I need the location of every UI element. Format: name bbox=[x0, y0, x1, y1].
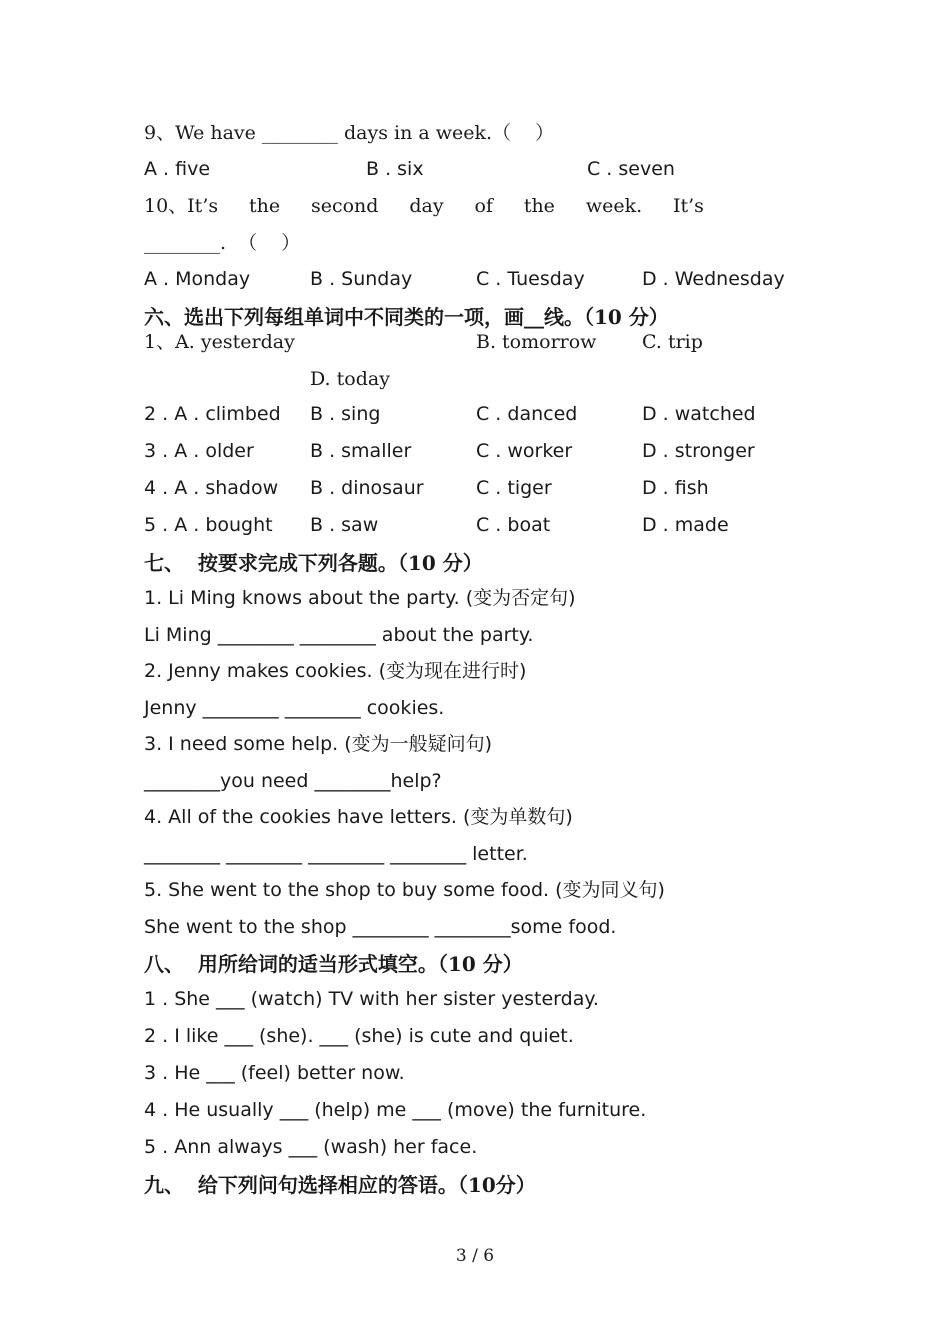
section9-heading: 九、 给下列问句选择相应的答语。（10分） bbox=[144, 1173, 536, 1197]
page-number: 3 / 6 bbox=[455, 1246, 495, 1266]
s8-line: 1 . She ___ (watch) TV with her sister yesterday. bbox=[144, 988, 599, 1010]
q9-stem: 9、We have ________ days in a week.（ ） bbox=[144, 122, 555, 144]
q10-word: 10、It’s bbox=[144, 195, 219, 217]
q10-option-d: D . Wednesday bbox=[642, 268, 785, 290]
s7-line: Jenny ________ ________ cookies. bbox=[144, 697, 445, 719]
s6-row4-c: C . tiger bbox=[476, 477, 552, 499]
s6-row3-a: 3 . A . older bbox=[144, 440, 254, 462]
s8-line: 2 . I like ___ (she). ___ (she) is cute and quiet. bbox=[144, 1025, 574, 1047]
s7-line: 3. I need some help. (变为一般疑问句) bbox=[144, 733, 493, 755]
q10-word: the bbox=[248, 195, 281, 217]
s7-line: ________you need ________help? bbox=[144, 770, 442, 792]
s6-q1-option-a: 1、A. yesterday bbox=[144, 331, 295, 353]
s6-row4-a: 4 . A . shadow bbox=[144, 477, 279, 499]
s6-q1-option-d: D. today bbox=[310, 368, 390, 390]
q10-option-c: C . Tuesday bbox=[476, 268, 585, 290]
q10-word: It’s bbox=[673, 195, 704, 217]
q9-option-a: A . five bbox=[144, 158, 211, 180]
q10-stem-line1 bbox=[144, 197, 704, 216]
q9-option-c: C . seven bbox=[587, 158, 675, 180]
s6-row3-d: D . stronger bbox=[642, 440, 755, 462]
section8-heading: 八、 用所给词的适当形式填空。（10 分） bbox=[144, 952, 523, 976]
s6-row2-c: C . danced bbox=[476, 403, 578, 425]
section7-heading: 七、 按要求完成下列各题。（10 分） bbox=[144, 551, 483, 575]
q9-option-b: B . six bbox=[366, 158, 424, 180]
s7-line: 1. Li Ming knows about the party. (变为否定句) bbox=[144, 587, 576, 609]
q10-word: the bbox=[523, 195, 555, 217]
s6-row2-d: D . watched bbox=[642, 403, 756, 425]
q10-word: of bbox=[474, 195, 493, 217]
s7-line: 2. Jenny makes cookies. (变为现在进行时) bbox=[144, 660, 527, 682]
s6-row5-b: B . saw bbox=[310, 514, 379, 536]
s7-line: Li Ming ________ ________ about the party. bbox=[144, 624, 534, 646]
s6-row2-b: B . sing bbox=[310, 403, 381, 425]
q10-word: week. bbox=[585, 195, 643, 217]
s8-line: 4 . He usually ___ (help) me ___ (move) the furniture. bbox=[144, 1099, 647, 1121]
s7-line: 5. She went to the shop to buy some food. (变为同义句) bbox=[144, 879, 665, 901]
s8-line: 3 . He ___ (feel) better now. bbox=[144, 1062, 405, 1084]
section6-heading: 六、选出下列每组单词中不同类的一项，画__线。（10 分） bbox=[144, 305, 669, 329]
s6-row4-d: D . fish bbox=[642, 477, 709, 499]
s6-row3-c: C . worker bbox=[476, 440, 573, 462]
q10-word: day bbox=[409, 195, 444, 217]
s8-line: 5 . Ann always ___ (wash) her face. bbox=[144, 1136, 478, 1158]
s6-row2-a: 2 . A . climbed bbox=[144, 403, 281, 425]
q10-stem-line2: ________. （ ） bbox=[144, 232, 301, 254]
q10-option-b: B . Sunday bbox=[310, 268, 413, 290]
q10-word: second bbox=[310, 195, 379, 217]
s7-line: 4. All of the cookies have letters. (变为单数句) bbox=[144, 806, 573, 828]
s7-line: ________ ________ ________ ________ letter. bbox=[144, 843, 528, 865]
q10-option-a: A . Monday bbox=[144, 268, 251, 290]
s6-q1-option-c: C. trip bbox=[642, 331, 703, 353]
s7-line: She went to the shop ________ ________some food. bbox=[144, 916, 617, 938]
s6-row5-a: 5 . A . bought bbox=[144, 514, 273, 536]
s6-row5-d: D . made bbox=[642, 514, 729, 536]
s6-row3-b: B . smaller bbox=[310, 440, 412, 462]
s6-row4-b: B . dinosaur bbox=[310, 477, 424, 499]
s6-q1-option-b: B. tomorrow bbox=[476, 331, 597, 353]
s6-row5-c: C . boat bbox=[476, 514, 551, 536]
